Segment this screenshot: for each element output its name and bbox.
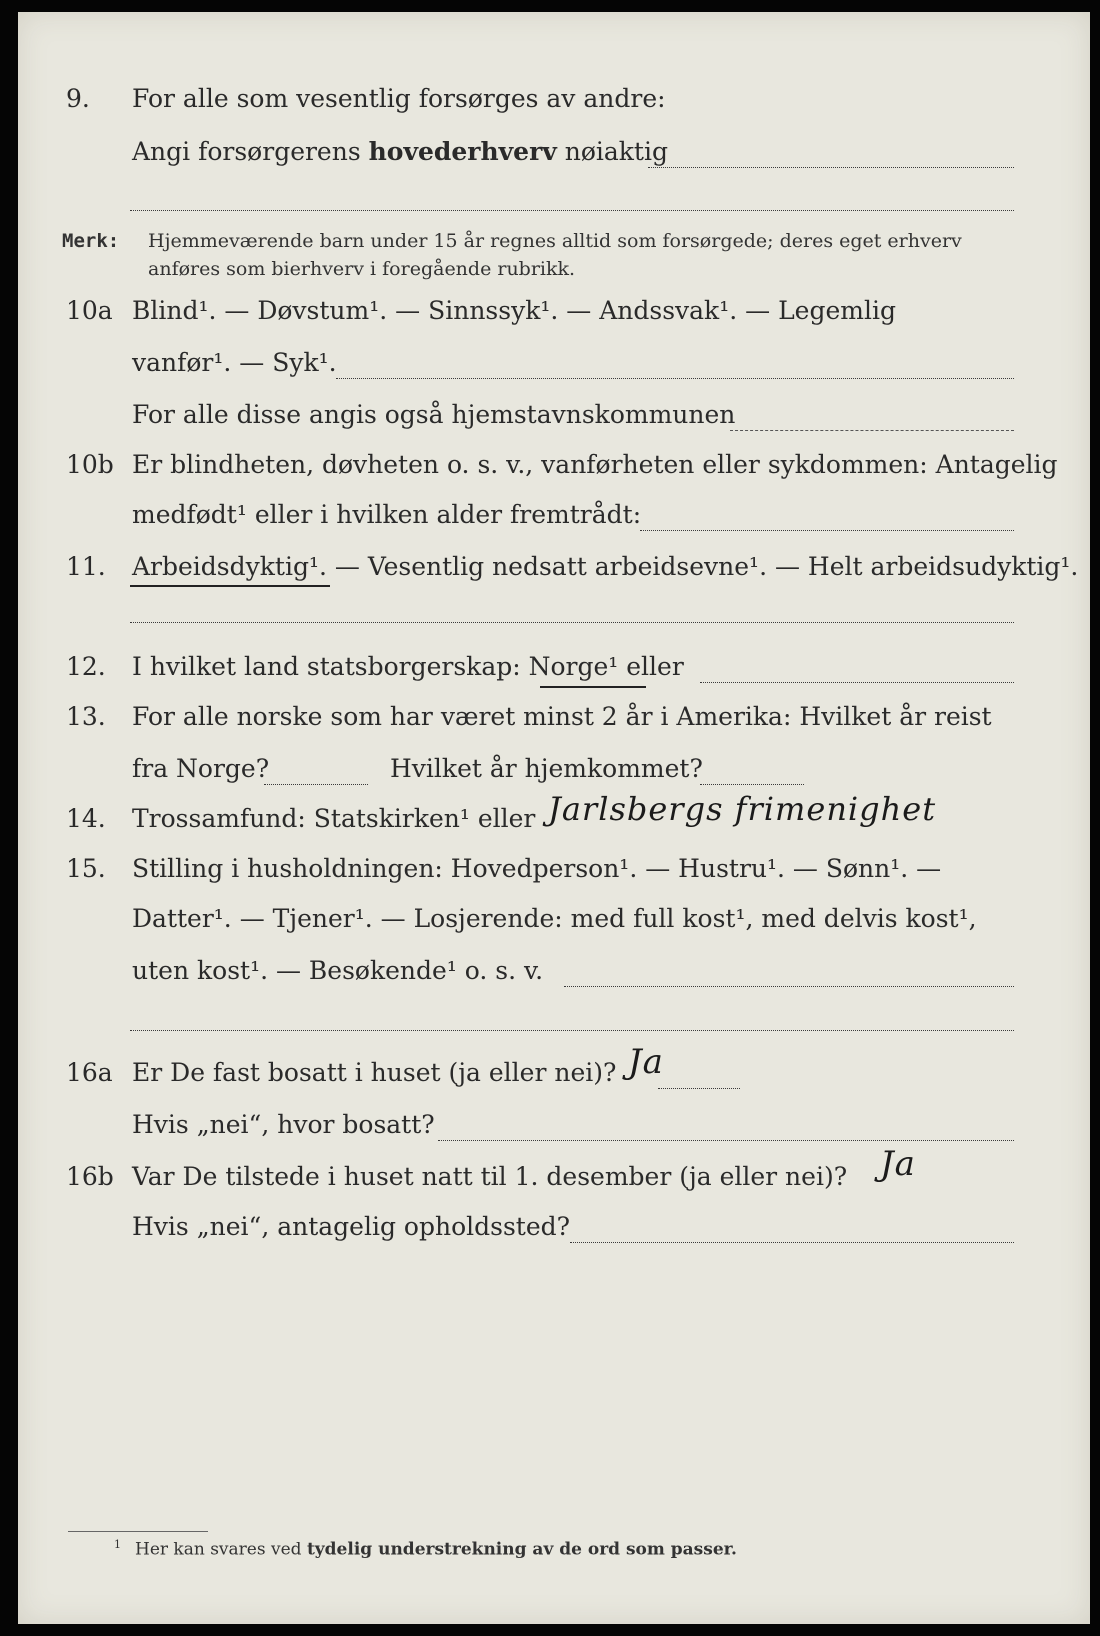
merk-text-2: anføres som bierhverv i foregående rubrikk.	[148, 258, 576, 280]
q10a-answer-line[interactable]	[336, 378, 1014, 379]
q12-answer-line[interactable]	[700, 682, 1014, 683]
q11-number: 11.	[66, 552, 106, 581]
q12-number: 12.	[66, 652, 106, 681]
q15-row-2	[18, 904, 1090, 944]
q16b-text-2: Hvis „nei“, antagelig opholdssted?	[132, 1212, 571, 1241]
q13-hjemkommet-line[interactable]	[700, 784, 804, 785]
q14-number: 14.	[66, 804, 106, 833]
q15-row-1	[18, 854, 1090, 894]
q11-answer-line[interactable]	[130, 622, 1014, 623]
q13-number: 13.	[66, 702, 106, 731]
q16a-text-1: Er De fast bosatt i huset (ja eller nei)?	[132, 1058, 617, 1087]
footnote	[114, 1538, 737, 1560]
q9-number: 9.	[66, 84, 90, 113]
q10a-row-3	[18, 400, 1090, 440]
q10a-text-1: Blind¹. — Døvstum¹. — Sinnssyk¹. — Andssvak¹. — Legemlig	[132, 296, 896, 325]
q10a-hjemstavn-line[interactable]	[730, 430, 1014, 431]
q13-text-2a: fra Norge?	[132, 754, 270, 783]
q10b-row-1	[18, 450, 1090, 490]
q10a-text-2: vanfør¹. — Syk¹.	[132, 348, 337, 377]
q16b-row-2	[18, 1212, 1090, 1252]
q9-row-1	[18, 84, 1090, 124]
q10b-text-1: Er blindheten, døvheten o. s. v., vanførheten eller sykdommen: Antagelig	[132, 450, 1058, 479]
q16b-text-1: Var De tilstede i huset natt til 1. desember (ja eller nei)?	[132, 1162, 848, 1191]
q15-answer-line-2[interactable]	[130, 1030, 1014, 1031]
q15-text-2: Datter¹. — Tjener¹. — Losjerende: med full kost¹, med delvis kost¹,	[132, 904, 977, 933]
q9-text-2: Angi forsørgerens hovederhverv nøiaktig	[132, 137, 668, 166]
q16a-row-2	[18, 1110, 1090, 1150]
q10a-row-1	[18, 296, 1090, 336]
q13-reist-line[interactable]	[264, 784, 368, 785]
q15-text-3: uten kost¹. — Besøkende¹ o. s. v.	[132, 956, 544, 985]
q15-answer-line[interactable]	[564, 986, 1014, 987]
q16a-answer-line[interactable]	[658, 1088, 740, 1089]
q16b-opholdssted-line[interactable]	[570, 1242, 1014, 1243]
q12-norge-underline	[540, 686, 646, 688]
q16a-text-2: Hvis „nei“, hvor bosatt?	[132, 1110, 435, 1139]
footnote-rule	[68, 1531, 208, 1532]
merk-label: Merk:	[62, 230, 120, 252]
q15-number: 15.	[66, 854, 106, 883]
q13-text-2b: Hvilket år hjemkommet?	[390, 754, 703, 783]
q10b-number: 10b	[66, 450, 114, 479]
q16a-handwritten-answer: Ja	[628, 1042, 664, 1082]
q16b-row-1	[18, 1162, 1090, 1202]
q14-text-1: Trossamfund: Statskirken¹ eller	[132, 804, 536, 833]
q13-row-1	[18, 702, 1090, 742]
q13-text-1: For alle norske som har været minst 2 år i Amerika: Hvilket år reist	[132, 702, 992, 731]
census-form-page	[18, 12, 1090, 1624]
footnote-bold-text: tydelig understrekning av de ord som passer.	[306, 1539, 737, 1560]
footnote-mark: 1	[114, 1538, 121, 1551]
q11-handwritten-underline	[130, 585, 330, 587]
q16a-bosatt-line[interactable]	[438, 1140, 1014, 1141]
q16a-number: 16a	[66, 1058, 113, 1087]
q10b-answer-line[interactable]	[640, 530, 1014, 531]
merk-text-1: Hjemmeværende barn under 15 år regnes alltid som forsørgede; deres eget erhverv	[148, 230, 962, 252]
q9-text-1: For alle som vesentlig forsørges av andre:	[132, 84, 666, 113]
q9-answer-line[interactable]	[648, 167, 1014, 168]
q10b-row-2	[18, 500, 1090, 540]
q15-text-1: Stilling i husholdningen: Hovedperson¹. — Hustru¹. — Sønn¹. —	[132, 854, 942, 883]
q16b-handwritten-answer: Ja	[880, 1144, 916, 1184]
q9-bold-word: hovederhverv	[368, 137, 557, 166]
q15-row-3	[18, 956, 1090, 996]
q11-text-1: Arbeidsdyktig¹. — Vesentlig nedsatt arbeidsevne¹. — Helt arbeidsudyktig¹.	[132, 552, 1079, 581]
q10b-text-2: medfødt¹ eller i hvilken alder fremtrådt:	[132, 500, 642, 529]
q13-row-2	[18, 754, 1090, 794]
q12-norge-option: Norge¹	[528, 652, 619, 681]
q9-answer-line-2[interactable]	[130, 210, 1014, 211]
q10a-text-3: For alle disse angis også hjemstavnskommunen	[132, 400, 736, 429]
q9-row-2	[18, 137, 1090, 177]
q10a-number: 10a	[66, 296, 113, 325]
q16b-number: 16b	[66, 1162, 114, 1191]
footnote-text: Her kan svares ved	[135, 1539, 302, 1560]
merk-row-2	[18, 258, 1090, 298]
q12-text-1: I hvilket land statsborgerskap: Norge¹ eller	[132, 652, 684, 681]
q14-handwritten-answer: Jarlsbergs frimenighet	[548, 790, 937, 828]
q16a-row-1	[18, 1058, 1090, 1098]
q10a-row-2	[18, 348, 1090, 388]
